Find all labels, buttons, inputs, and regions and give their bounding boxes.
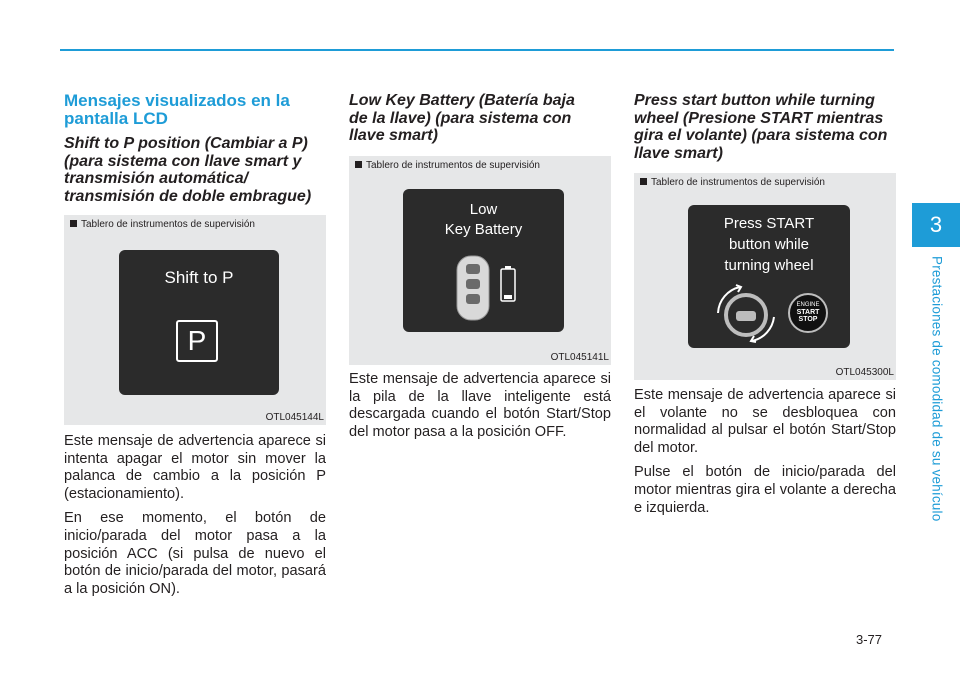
bullet-square-icon: [355, 161, 362, 168]
battery-low-icon: [500, 266, 516, 302]
paragraph-1: Este mensaje de advertencia aparece si el volante no se desbloquea con normalidad al pulsar el botón Start/Stop del motor.: [634, 387, 896, 456]
bullet-square-icon: [640, 178, 647, 185]
button-line-2: START: [796, 309, 820, 316]
figure-label: Tablero de instrumentos de supervisión: [640, 177, 825, 188]
page-number: 3-77: [856, 632, 883, 647]
top-rule: [60, 49, 894, 51]
chapter-title-text: Prestaciones de comodidad de su vehículo: [929, 256, 945, 522]
section-title: Mensajes visualizados en la pantalla LCD: [64, 91, 290, 128]
bullet-square-icon: [70, 220, 77, 227]
column-1: [64, 92, 326, 205]
screen-line-2: Key Battery: [444, 221, 523, 238]
column-2: [349, 92, 611, 145]
column-2-body: [349, 371, 611, 441]
paragraph-1: Este mensaje de advertencia aparece si intenta apagar el motor sin mover la palanca de cambio a la posición P (estacionamiento).: [64, 433, 326, 502]
steering-wheel-icon: [710, 283, 782, 343]
figure-code: OTL045300L: [835, 367, 894, 378]
subtitle-press-start: Press start button while turning wheel (Presione START mientras gira el volante) (para sistema con llave smart): [634, 92, 888, 162]
column-3: [634, 92, 896, 162]
chapter-side-title: [915, 256, 959, 536]
lcd-screen: [119, 250, 279, 395]
column-1-body: [64, 433, 326, 598]
paragraph-1: Este mensaje de advertencia aparece si la pila de la llave inteligente está descargada cuando el botón Start/Stop del motor pasa a la posición OFF.: [349, 371, 611, 440]
screen-line-1: Low: [469, 201, 498, 218]
lcd-screen: [688, 205, 850, 348]
button-line-3: STOP: [798, 316, 818, 323]
screen-text: Shift to P: [164, 268, 234, 287]
paragraph-2: Pulse el botón de inicio/parada del motor mientras gira el volante a derecha e izquierda.: [634, 464, 896, 516]
figure-press-start: [634, 173, 896, 380]
gear-p-box: P: [176, 320, 218, 362]
screen-line-2: button while: [728, 236, 810, 253]
engine-start-stop-button: [788, 293, 828, 333]
subtitle-shift-to-p: Shift to P position (Cambiar a P) (para sistema con llave smart y transmisión automática/ transmisión de doble embrague): [64, 135, 312, 205]
figure-label: Tablero de instrumentos de supervisión: [70, 219, 255, 230]
screen-line-3: turning wheel: [724, 257, 814, 274]
figure-code: OTL045141L: [550, 352, 609, 363]
screen-line-1: Press START: [723, 215, 815, 232]
figure-low-key-battery: [349, 156, 611, 365]
figure-shift-to-p: [64, 215, 326, 425]
subtitle-low-key-battery: Low Key Battery (Batería baja de la llave) (para sistema con llave smart): [349, 92, 575, 144]
column-3-body: [634, 387, 896, 517]
figure-label: Tablero de instrumentos de supervisión: [355, 160, 540, 171]
chapter-number-tab: 3: [912, 203, 960, 247]
button-line-1: ENGINE: [796, 302, 820, 308]
paragraph-2: En ese momento, el botón de inicio/parada del motor pasa a la posición ACC (si pulsa de nuevo el botón de inicio/parada del motor, pasará a la posición ON).: [64, 510, 326, 597]
figure-code: OTL045144L: [265, 412, 324, 423]
lcd-screen: [403, 189, 564, 332]
smart-key-icon: [453, 254, 493, 322]
